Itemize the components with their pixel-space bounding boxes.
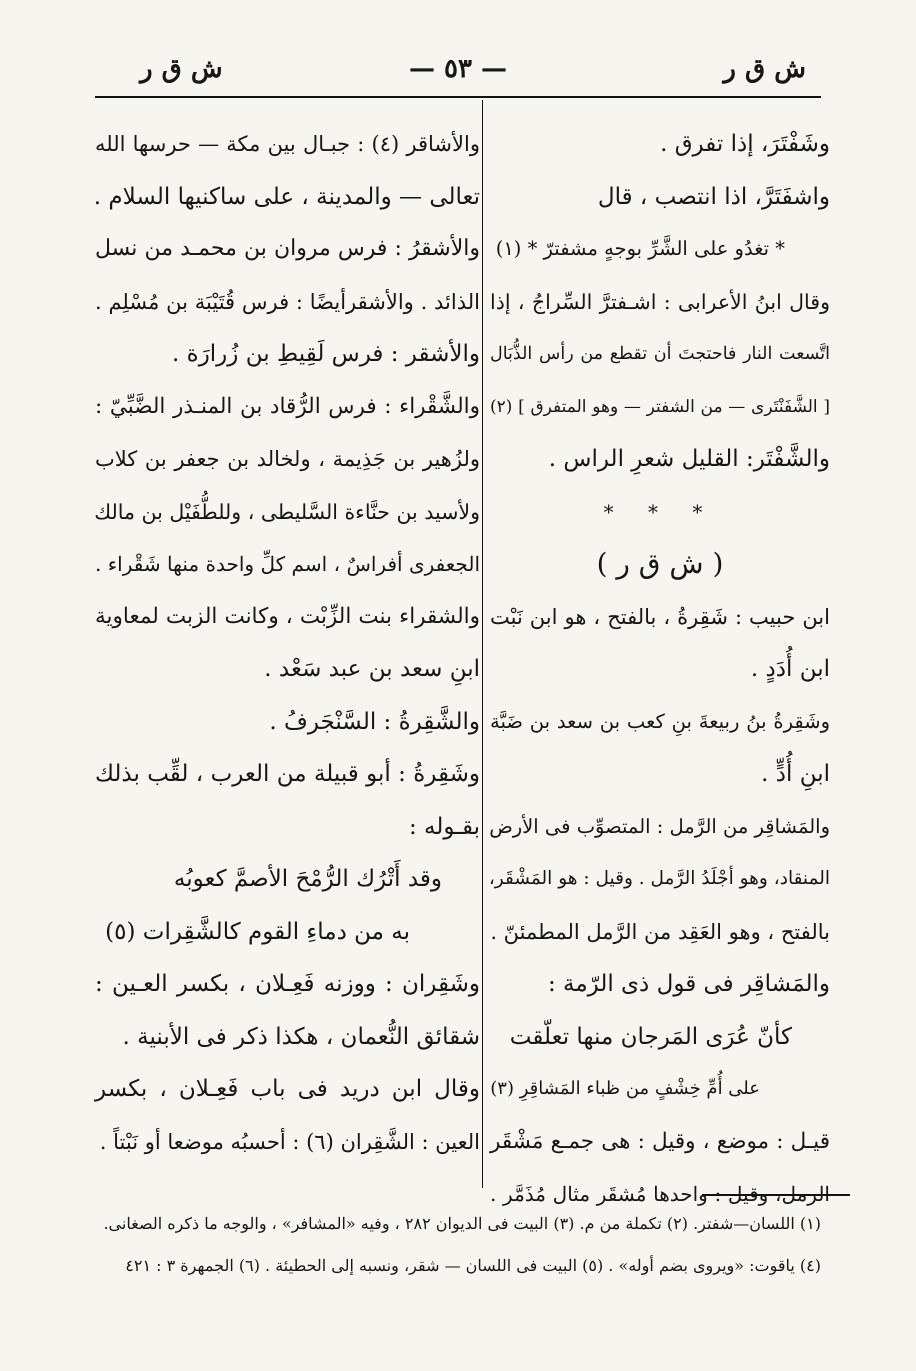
text-line: العين : الشَّقِران (٦) : أحسبُه موضعا أو نَبْتاً . <box>99 1129 480 1154</box>
verse-line: * تغدُو على الشَّرِّ بوجهٍ مشفترّ * (١) <box>495 237 785 260</box>
text-line: اتَّسعت النار فاحتجتَ أن تقطع من رأس الذُّبَال <box>490 344 830 364</box>
header-root-left: ش ق ر <box>140 54 223 84</box>
text-line: وشَفْتَرَ، إذا تفرق . <box>660 131 830 157</box>
right-column <box>490 118 830 1221</box>
verse-line: به من دماءِ القوم كالشَّقِرات (٥) <box>105 918 410 945</box>
text-line: والشقراء بنت الزِّبْت ، وكانت الزبت لمعاوية <box>95 603 480 629</box>
text-line: ابن أُدَدٍ . <box>750 656 830 682</box>
text-line: وشَقِرةُ : أبو قبيلة من العرب ، لقِّب بذلك <box>95 761 480 787</box>
text-line: وشَقِران : ووزنه فَعِـلان ، بكسر العـين : <box>95 971 480 997</box>
column-divider <box>482 100 483 1188</box>
text-line: والأشاقر (٤) : جبـال بين مكة — حرسها الله <box>95 132 480 156</box>
footnote-line: (١) اللسان—شفتر. (٢) تكملة من م. (٣) البيت فى الديوان ٢٨٢ ، وفيه «المشافر» ، والوجه ما ذكره الصغانى. <box>103 1214 821 1233</box>
text-line: والشَّقْراء : فرس الرُّقاد بن المنـذر الضَّبِّيّ : <box>95 393 480 419</box>
text-line: ولزُهير بن جَذِيمة ، ولخالد بن جعفر بن كلاب <box>95 447 480 471</box>
text-line: وقال ابن دريد فى باب فَعِـلان ، بكسر <box>95 1076 480 1102</box>
header-root-right: ش ق ر <box>723 54 806 84</box>
text-line: بقـوله : <box>408 813 480 840</box>
text-line: الرمل، وقيل : واحدها مُشقَر مثال مُذَمَّر . <box>490 1182 830 1206</box>
text-line: ابنِ أُدٍّ . <box>761 761 830 787</box>
text-line: والمَشاقِر من الرَّمل : المتصوِّب فى الأرض <box>489 814 830 838</box>
text-line: ابنِ سعد بن عبد سَعْد . <box>264 656 480 682</box>
text-line: بالفتح ، وهو العَقِد من الرَّمل المطمئنّ . <box>490 919 830 944</box>
text-line: والمَشاقِر فى قول ذى الرّمة : <box>547 971 830 997</box>
text-line: الجعفرى أفراسٌ ، اسم كلِّ واحدة منها شَقْراء . <box>95 552 480 576</box>
header-rule <box>95 96 821 98</box>
text-line: قيـل : موضع ، وقيل : هى جمـع مَشْقَر <box>490 1128 830 1154</box>
text-line: والشَّقِرةُ : السَّنْجَرفُ . <box>269 708 480 735</box>
text-line: واشفَتَرَّ، اذا انتصب ، قال <box>597 183 830 210</box>
page-number: — ٥٣ — <box>408 54 508 84</box>
text-line: ولأسيد بن حنَّاءة السَّليطى ، وللطُّفَيْل بن مالك <box>94 499 480 524</box>
text-line: ابن حبيب : شَقِرةُ ، بالفتح ، هو ابن نَبْت <box>490 604 830 629</box>
text-line: المنقاد، وهو أجْلَدُ الرَّمل . وقيل : هو المَشْقَر، <box>488 868 830 889</box>
text-line: والشَّفْتَر: القليل شعرِ الراس . <box>548 446 830 472</box>
text-line: [ الشَّفَنْتَرى — من الشفتر — وهو المتفرق ] (٢) <box>490 396 830 417</box>
verse-line: وقد أَتْرُك الرُّمْحَ الأصمَّ كعوبُه <box>173 866 442 892</box>
text-line: شقائق النُّعمان ، هكذا ذكر فى الأبنية . <box>122 1023 480 1050</box>
verse-line: كأنّ عُرَى المَرجان منها تعلّقت <box>509 1023 792 1050</box>
section-separator: * * * <box>603 499 717 524</box>
text-line: الذائد . والأشقرأيضًا : فرس قُتَيْبَة بن مُسْلِم . <box>95 289 480 314</box>
text-line: وقال ابنُ الأعرابى : اشـفترَّ السِّراجُ ، إذا <box>490 289 830 314</box>
section-heading: ( ش ق ر ) <box>596 547 724 580</box>
text-line: والأشقرُ : فرس مروان بن محمـد من نسل <box>95 236 480 261</box>
left-column <box>95 118 480 1168</box>
footnote-line: (٤) ياقوت: «ويروى بضم أوله» . (٥) البيت فى اللسان — شقر، ونسبه إلى الحطيئة . (٦) الجمهرة ٣ : ٤٢١ <box>125 1256 821 1275</box>
text-line: والأشقر : فرس لَقِيطِ بن زُرارَة . <box>172 341 480 367</box>
verse-line: على أُمِّ خِشْفٍ من ظباء المَشاقِرِ (٣) <box>490 1078 760 1099</box>
text-line: وشَقِرةُ بنُ ربيعةَ بنِ كعب بن سعد بن ضَبَّة <box>490 709 830 733</box>
text-line: تعالى — والمدينة ، على ساكنيها السلام . <box>93 183 480 210</box>
